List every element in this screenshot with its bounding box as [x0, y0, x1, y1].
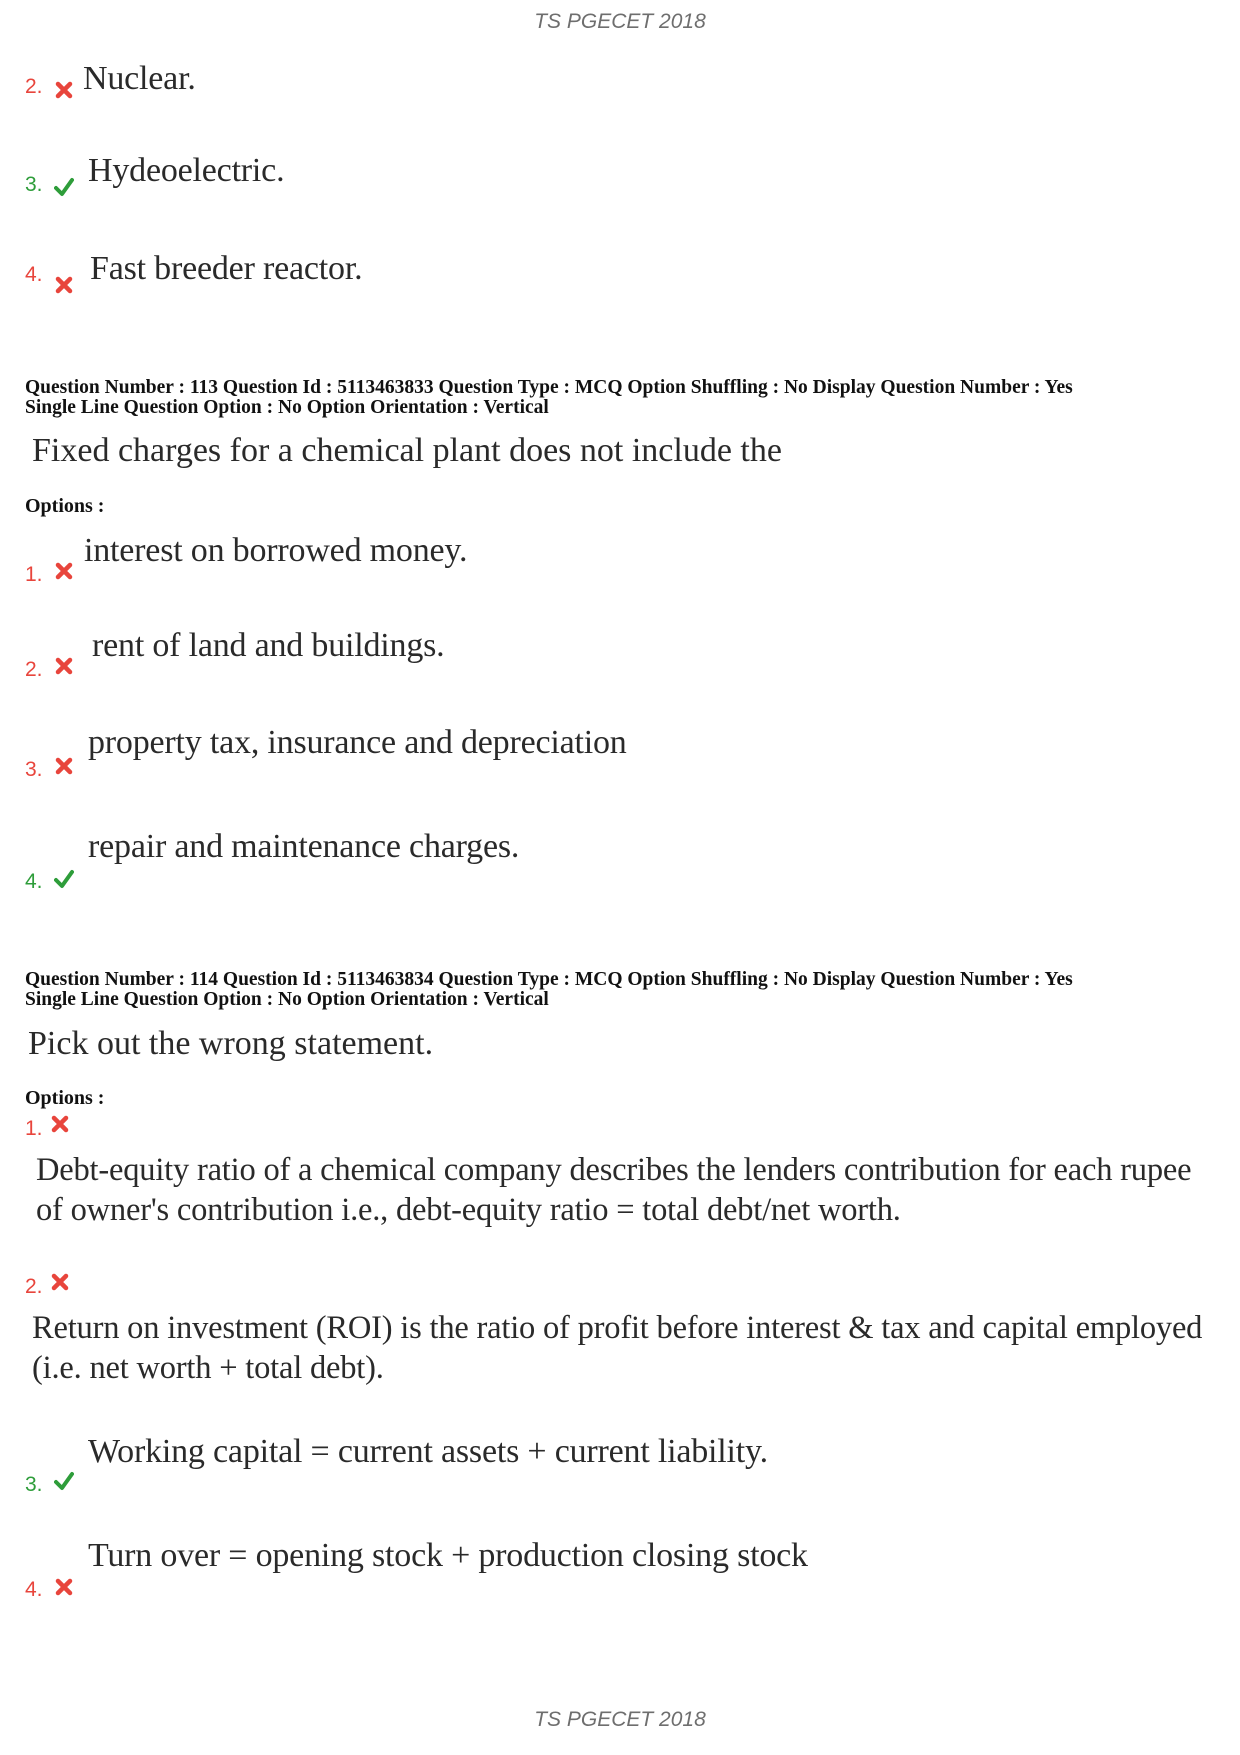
cross-icon — [54, 656, 74, 676]
question-meta-line1: Question Number : 113 Question Id : 5113463833 Question Type : MCQ Option Shuffling : No Display Question Number : Yes — [25, 377, 1073, 398]
page-header: TS PGECET 2018 — [534, 10, 706, 33]
option-number: 4. — [25, 1578, 43, 1601]
cross-icon — [54, 1577, 74, 1597]
page-footer: TS PGECET 2018 — [534, 1708, 706, 1731]
options-label: Options : — [25, 495, 105, 517]
option-number: 1. — [25, 1117, 43, 1140]
option-number: 3. — [25, 1473, 43, 1496]
check-icon — [54, 177, 74, 197]
cross-icon — [50, 1272, 70, 1292]
option-text: Return on investment (ROI) is the ratio of profit before interest & tax and capital employed (i.e. net worth + total debt). — [32, 1310, 1203, 1386]
question-text: Pick out the wrong statement. — [28, 1025, 434, 1062]
option-text: interest on borrowed money. — [84, 532, 468, 569]
option-text: Turn over = opening stock + production closing stock — [88, 1537, 808, 1574]
option-number: 3. — [25, 758, 43, 781]
cross-icon — [54, 275, 74, 295]
question-meta-line1: Question Number : 114 Question Id : 5113463834 Question Type : MCQ Option Shuffling : No Display Question Number : Yes — [25, 969, 1073, 990]
check-icon — [54, 869, 74, 889]
option-number: 2. — [25, 75, 43, 98]
option-text: repair and maintenance charges. — [88, 828, 520, 865]
option-text: property tax, insurance and depreciation — [88, 724, 627, 761]
option-number: 4. — [25, 870, 43, 893]
option-text: Debt-equity ratio of a chemical company describes the lenders contribution for each rupee of owner's contribution i.e., debt-equity ratio = total debt/net worth. — [36, 1152, 1192, 1228]
option-text: rent of land and buildings. — [92, 627, 445, 664]
cross-icon — [54, 756, 74, 776]
question-text: Fixed charges for a chemical plant does not include the — [32, 432, 782, 469]
option-number: 1. — [25, 563, 43, 586]
option-number: 3. — [25, 173, 43, 196]
option-text: Nuclear. — [83, 60, 196, 97]
check-icon — [54, 1471, 74, 1491]
cross-icon — [50, 1114, 70, 1134]
option-number: 2. — [25, 658, 43, 681]
option-number: 4. — [25, 263, 43, 286]
option-text: Working capital = current assets + current liability. — [88, 1433, 768, 1470]
cross-icon — [54, 80, 74, 100]
question-meta-line2: Single Line Question Option : No Option Orientation : Vertical — [25, 397, 549, 418]
question-meta-line2: Single Line Question Option : No Option Orientation : Vertical — [25, 989, 549, 1010]
option-text: Fast breeder reactor. — [90, 250, 363, 287]
options-label: Options : — [25, 1087, 105, 1109]
cross-icon — [54, 561, 74, 581]
option-number: 2. — [25, 1275, 43, 1298]
option-text: Hydeoelectric. — [88, 152, 285, 189]
